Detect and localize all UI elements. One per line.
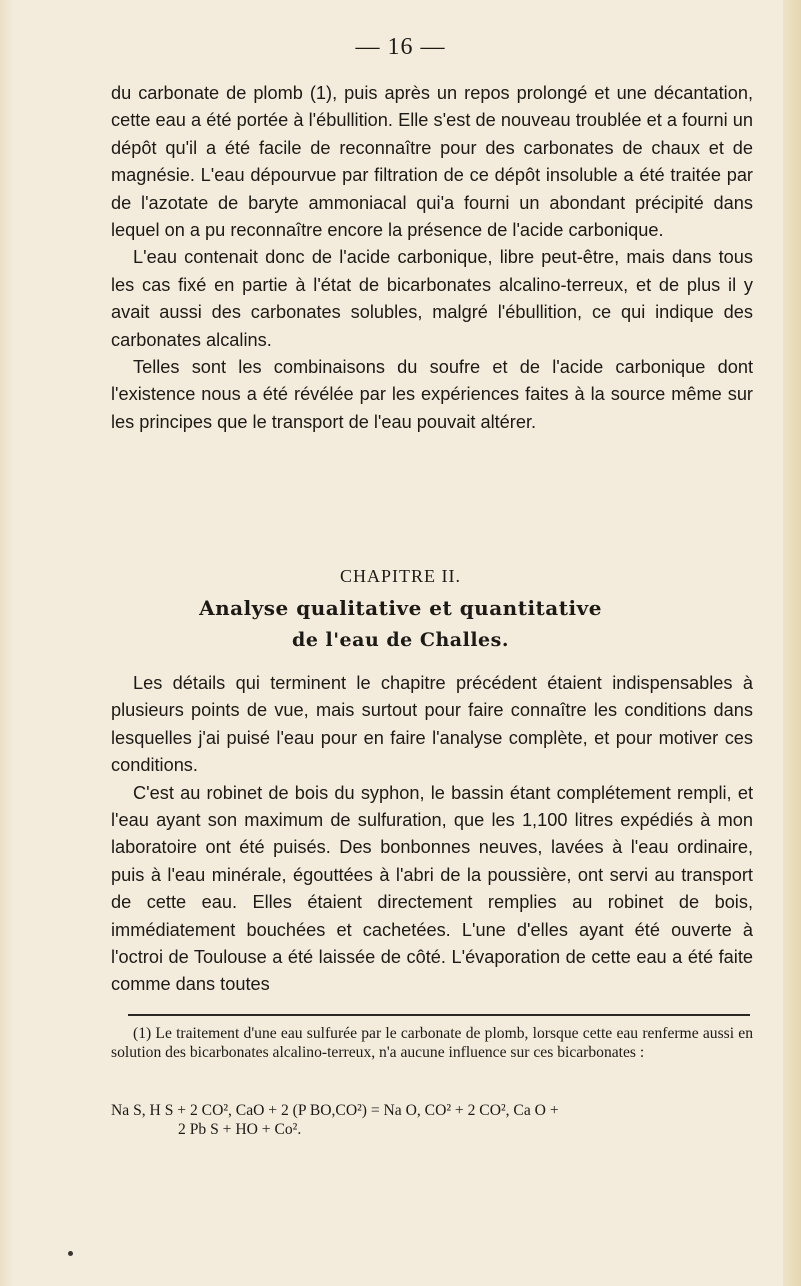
- chapter-text-block: [111, 670, 753, 999]
- paragraph: L'eau contenait donc de l'acide carbonique, libre peut-être, mais dans tous les cas fixé en partie à l'état de bicarbonates alcalino-terreux, et de plus il y avait aussi des carbonates solubles, malgré l'ébullition, ce qui indique des carbonates alcalins.: [111, 247, 753, 350]
- paragraph: du carbonate de plomb (1), puis après un repos prolongé et une décantation, cette eau a été portée à l'ébullition. Elle s'est de nouveau troublée et a fourni un dépôt qu'il a été facile de reconnaître pour des carbonates de chaux et de magnésie. L'eau dépourvue par filtration de ce dépôt insoluble a été traitée par de l'azotate de baryte ammoniacal qui'a fourni un abondant précipité dans lequel on a pu reconnaître encore la présence de l'acide carbonique.: [111, 83, 753, 241]
- chapter-title-line-2: de l'eau de Challes.: [292, 629, 509, 651]
- paragraph: C'est au robinet de bois du syphon, le bassin étant complétement rempli, et l'eau ayant son maximum de sulfuration, que les 1,100 litres expédiés à mon laboratoire ont été puisés. Des bonbonnes neuves, lavées à l'eau ordinaire, puis à l'eau minérale, égouttées à l'abri de la poussière, ont servi au transport de cette eau. Elles étaient directement remplies au robinet de bois, immédiatement bouchées et cachetées. L'une d'elles ayant été ouverte à l'octroi de Toulouse a été laissée de côté. L'évaporation de cette eau a été faite comme dans toutes: [111, 782, 753, 995]
- chapter-label: CHAPITRE II.: [340, 566, 461, 586]
- paragraph: Telles sont les combinaisons du soufre et de l'acide carbonique dont l'existence nous a été révélée par les expériences faites à la source même sur les principes que le transport de l'eau pouvait altérer.: [111, 357, 753, 432]
- formula-line-2: 2 Pb S + HO + Co².: [178, 1121, 302, 1139]
- paragraph: Les détails qui terminent le chapitre précédent étaient indispensables à plusieurs points de vue, mais surtout pour faire connaître les conditions dans lesquelles j'ai puisé l'eau pour en faire l'analyse complète, et pour motiver ces conditions.: [111, 673, 753, 776]
- formula-line-1: Na S, H S + 2 CO², CaO + 2 (P BO,CO²) = Na O, CO² + 2 CO², Ca O +: [111, 1102, 559, 1119]
- footnote-formula: [111, 1101, 753, 1140]
- page-number: — 16 —: [355, 34, 446, 60]
- intro-text-block: [111, 80, 753, 436]
- chapter-title-line-1: Analyse qualitative et quantitative: [199, 596, 602, 620]
- footnote: [111, 1024, 753, 1063]
- footnote-text: (1) Le traitement d'une eau sulfurée par le carbonate de plomb, lorsque cette eau renferme aussi en solution des bicarbonates alcalino-terreux, n'a aucune influence sur ces bicarbonates :: [111, 1025, 753, 1062]
- footnote-divider: [128, 1014, 750, 1016]
- ink-spot: [68, 1251, 73, 1256]
